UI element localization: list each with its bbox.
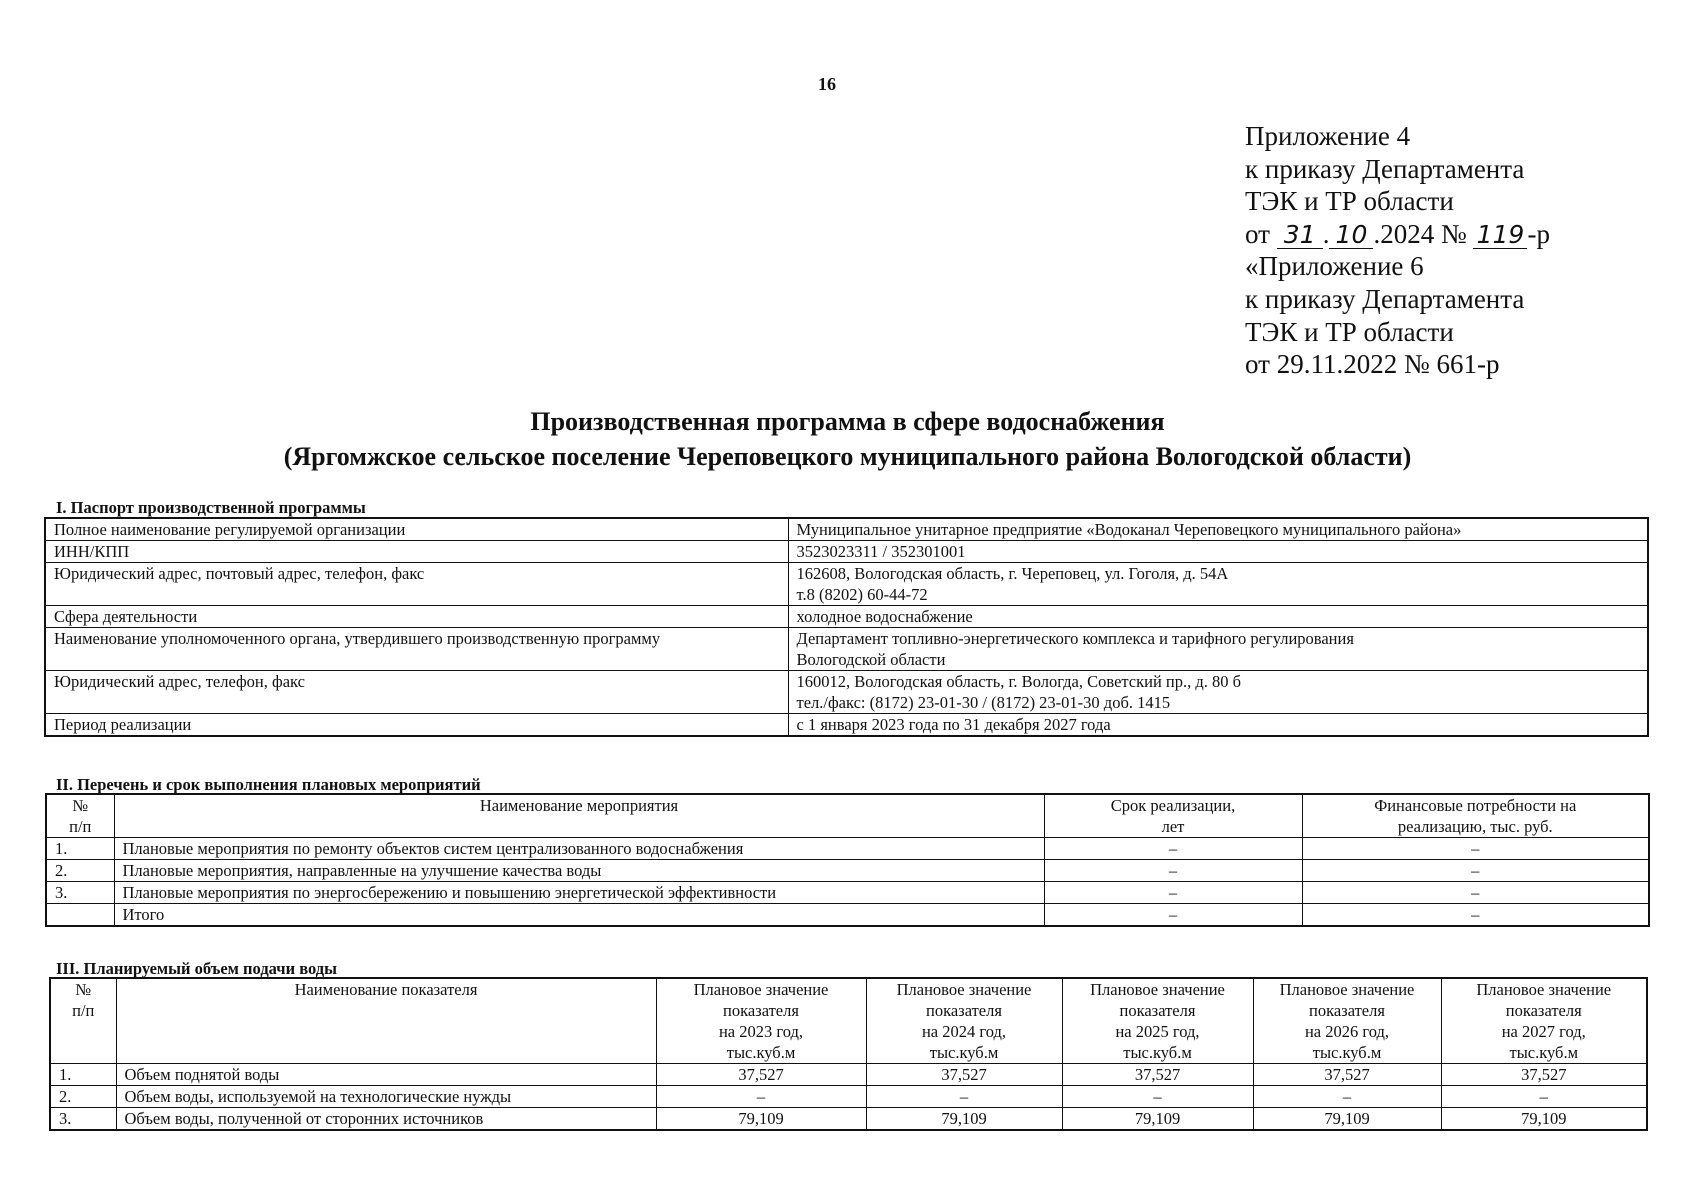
page-number: 16 (818, 74, 836, 94)
table-row (46, 882, 1649, 904)
handwritten-month: 10 (1329, 222, 1373, 249)
value-line: т.8 (8202) 60-44-72 (796, 585, 928, 604)
date-year: .2024 № (1373, 218, 1467, 249)
column-header-finance: Финансовые потребности на реализацию, тыс. руб. (1302, 794, 1649, 838)
row-value-2023: – (656, 1086, 866, 1108)
table-row (46, 904, 1649, 927)
row-num: 1. (46, 838, 114, 860)
column-header-2027: Плановое значение показателя на 2027 год, тыс.куб.м (1441, 978, 1647, 1064)
column-header-2025: Плановое значение показателя на 2025 год, тыс.куб.м (1062, 978, 1253, 1064)
passport-value: с 1 января 2023 года по 31 декабря 2027 года (788, 714, 1648, 737)
row-term: – (1044, 860, 1302, 882)
row-num: 3. (50, 1108, 116, 1131)
row-finance: – (1302, 904, 1649, 927)
column-header-name: Наименование показателя (116, 978, 656, 1064)
row-finance: – (1302, 838, 1649, 860)
row-value-2025: 37,527 (1062, 1064, 1253, 1086)
column-header-2024: Плановое значение показателя на 2024 год, тыс.куб.м (866, 978, 1062, 1064)
passport-value: 3523023311 / 352301001 (788, 541, 1648, 563)
appendix-line: к приказу Департамента (1245, 283, 1525, 314)
passport-label: Полное наименование регулируемой организации (45, 518, 788, 541)
handwritten-day: 31 (1277, 222, 1323, 249)
row-value-2026: 79,109 (1253, 1108, 1441, 1131)
table-row (50, 1086, 1647, 1108)
row-name: Плановые мероприятия по энергосбережению и повышению энергетической эффективности (114, 882, 1044, 904)
row-value-2027: – (1441, 1086, 1647, 1108)
table-row (45, 541, 1648, 563)
appendix-date-line: от 31 . 10 .2024 № 119 -р (1245, 218, 1550, 249)
row-value-2024: – (866, 1086, 1062, 1108)
table-row (45, 714, 1648, 737)
row-value-2027: 79,109 (1441, 1108, 1647, 1131)
column-header-term: Срок реализации, лет (1044, 794, 1302, 838)
column-header-num: № п/п (50, 978, 116, 1064)
row-name: Итого (114, 904, 1044, 927)
table-row (45, 518, 1648, 541)
table-row (45, 563, 1648, 606)
row-value-2025: 79,109 (1062, 1108, 1253, 1131)
row-name: Объем воды, используемой на технологические нужды (116, 1086, 656, 1108)
table-row (45, 671, 1648, 714)
row-term: – (1044, 904, 1302, 927)
appendix-block (1245, 120, 1550, 381)
table-row (45, 628, 1648, 671)
passport-label: Сфера деятельности (45, 606, 788, 628)
row-value-2026: – (1253, 1086, 1441, 1108)
row-finance: – (1302, 860, 1649, 882)
row-value-2024: 79,109 (866, 1108, 1062, 1131)
column-header-num: № п/п (46, 794, 114, 838)
passport-table (44, 517, 1649, 737)
value-line: 162608, Вологодская область, г. Череповец, ул. Гоголя, д. 54А (796, 564, 1229, 583)
row-term: – (1044, 838, 1302, 860)
row-value-2023: 37,527 (656, 1064, 866, 1086)
passport-value: холодное водоснабжение (788, 606, 1648, 628)
value-line: 160012, Вологодская область, г. Вологда, Советский пр., д. 80 б (796, 672, 1242, 691)
passport-value (788, 671, 1648, 714)
row-num (46, 904, 114, 927)
row-value-2025: – (1062, 1086, 1253, 1108)
row-num: 2. (46, 860, 114, 882)
value-line: Департамент топливно-энергетического комплекса и тарифного регулирования (796, 629, 1354, 648)
appendix-line: к приказу Департамента (1245, 153, 1525, 184)
value-line: тел./факс: (8172) 23-01-30 / (8172) 23-01-30 доб. 1415 (796, 693, 1171, 712)
row-value-2024: 37,527 (866, 1064, 1062, 1086)
column-header-2026: Плановое значение показателя на 2026 год, тыс.куб.м (1253, 978, 1441, 1064)
row-value-2027: 37,527 (1441, 1064, 1647, 1086)
order-suffix: -р (1527, 218, 1550, 249)
appendix-line: от 29.11.2022 № 661-р (1245, 349, 1500, 380)
date-prefix: от (1245, 218, 1270, 249)
passport-label: ИНН/КПП (45, 541, 788, 563)
row-term: – (1044, 882, 1302, 904)
passport-label: Юридический адрес, телефон, факс (45, 671, 788, 714)
table-row (46, 838, 1649, 860)
table-row (50, 1064, 1647, 1086)
section-1-heading: I. Паспорт производственной программы (56, 498, 366, 517)
document-title: Производственная программа в сфере водоснабжения (530, 407, 1165, 436)
volume-table (49, 977, 1648, 1131)
table-header-row (46, 794, 1649, 838)
row-num: 3. (46, 882, 114, 904)
row-value-2026: 37,527 (1253, 1064, 1441, 1086)
column-header-2023: Плановое значение показателя на 2023 год, тыс.куб.м (656, 978, 866, 1064)
row-name: Плановые мероприятия, направленные на улучшение качества воды (114, 860, 1044, 882)
appendix-line: ТЭК и ТР области (1245, 316, 1454, 347)
passport-label: Период реализации (45, 714, 788, 737)
section-3-heading: III. Планируемый объем подачи воды (56, 959, 337, 978)
handwritten-order-number: 119 (1473, 222, 1527, 249)
table-row (46, 860, 1649, 882)
passport-label: Юридический адрес, почтовый адрес, телефон, факс (45, 563, 788, 606)
table-row (45, 606, 1648, 628)
section-2-heading: II. Перечень и срок выполнения плановых мероприятий (56, 775, 481, 794)
passport-value: Муниципальное унитарное предприятие «Водоканал Череповецкого муниципального района» (788, 518, 1648, 541)
document-subtitle: (Яргомжское сельское поселение Череповецкого муниципального района Вологодской области) (283, 442, 1412, 471)
value-line: Вологодской области (796, 650, 946, 669)
row-num: 2. (50, 1086, 116, 1108)
appendix-line: ТЭК и ТР области (1245, 186, 1454, 217)
passport-value (788, 563, 1648, 606)
appendix-line: «Приложение 6 (1245, 251, 1424, 282)
row-finance: – (1302, 882, 1649, 904)
table-row (50, 1108, 1647, 1131)
table-header-row (50, 978, 1647, 1064)
row-value-2023: 79,109 (656, 1108, 866, 1131)
row-name: Объем поднятой воды (116, 1064, 656, 1086)
row-num: 1. (50, 1064, 116, 1086)
row-name: Плановые мероприятия по ремонту объектов систем централизованного водоснабжения (114, 838, 1044, 860)
events-table (45, 793, 1650, 927)
appendix-line: Приложение 4 (1245, 121, 1411, 151)
passport-label: Наименование уполномоченного органа, утвердившего производственную программу (45, 628, 788, 671)
row-name: Объем воды, полученной от сторонних источников (116, 1108, 656, 1131)
passport-value (788, 628, 1648, 671)
column-header-name: Наименование мероприятия (114, 794, 1044, 838)
